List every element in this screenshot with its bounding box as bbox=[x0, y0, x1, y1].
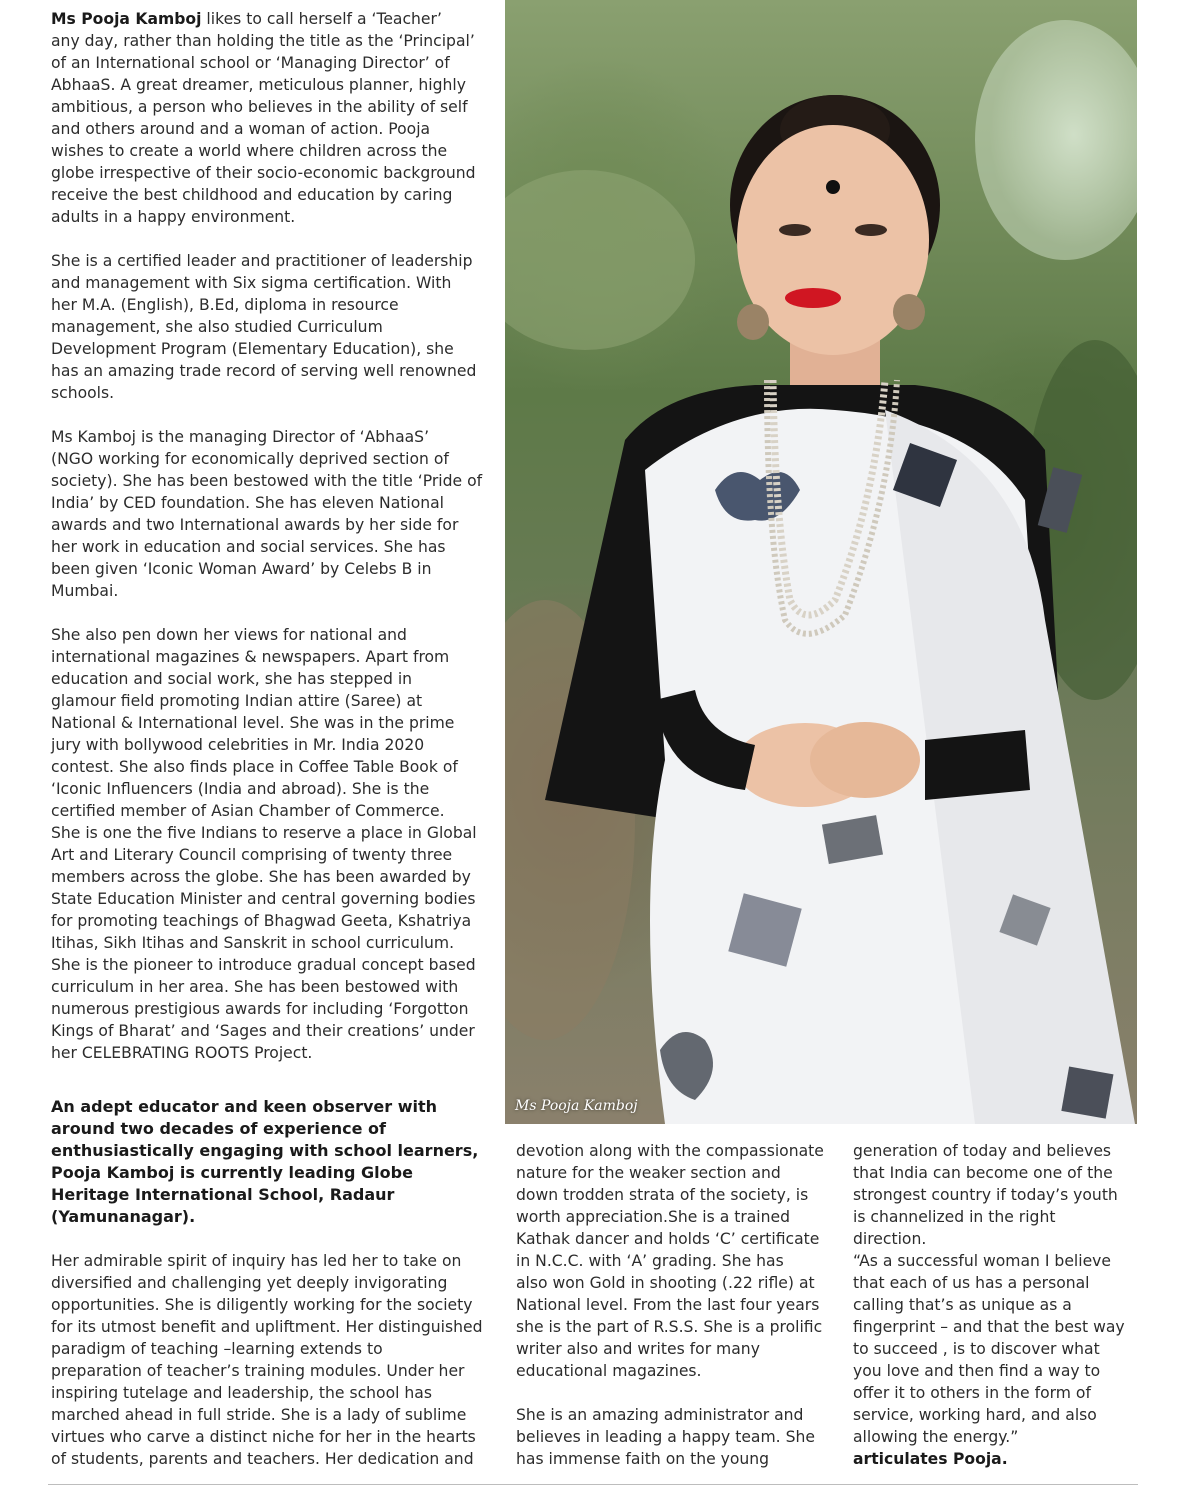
abhaas-paragraph: Ms Kamboj is the managing Director of ‘AbhaaS’ (NGO working for economically deprived section of society). She has been bestowed with the title ‘Pride of India’ by CED foundation. She has eleven National awards and two International awards by her side for her work in education and social services. She has been given ‘Iconic Woman Award’ by Celebs B in Mumbai. bbox=[51, 428, 483, 600]
certification-paragraph: She is a certified leader and practitioner of leadership and management with Six sigma certification. With her M.A. (English), B.Ed, diploma in resource management, she also studied Curriculum Development Program (Elementary Education), she has an amazing trade record of serving well renowned schools. bbox=[51, 252, 477, 402]
intro-name: Ms Pooja Kamboj bbox=[51, 10, 202, 28]
article-column-middle bbox=[516, 1140, 838, 1470]
administrator-paragraph: She is an amazing administrator and believes in leading a happy team. She has immense faith on the young bbox=[516, 1406, 815, 1468]
lead-highlight: An adept educator and keen observer with around two decades of experience of enthusiastically engaging with school learners, Pooja Kamboj is currently leading Globe Heritage International School, Radaur (Yamunanagar). bbox=[51, 1097, 479, 1226]
generation-paragraph: generation of today and believes that India can become one of the strongest country if today’s youth is channelized in the right direction. bbox=[853, 1142, 1118, 1248]
article-column-left-bottom bbox=[51, 1096, 497, 1470]
bottom-rule bbox=[48, 1484, 1138, 1485]
intro-paragraph bbox=[51, 8, 497, 228]
devotion-paragraph: devotion along with the compassionate nature for the weaker section and down trodden strata of the society, is worth appreciation.She is a trained Kathak dancer and holds ‘C’ certificate in N.C.C. with ‘A’ grading. She has also won Gold in shooting (.22 rifle) at National level. From the last four years she is the part of R.S.S. She is a prolific writer also and writes for many educational magazines. bbox=[516, 1142, 824, 1380]
photo-caption: Ms Pooja Kamboj bbox=[515, 1098, 638, 1114]
article-column-right bbox=[853, 1140, 1138, 1470]
portrait-illustration bbox=[505, 0, 1137, 1124]
portrait-photo bbox=[505, 0, 1137, 1124]
intro-text: likes to call herself a ‘Teacher’ any day, rather than holding the title as the ‘Principal’ of an International school or ‘Managing Director’ of AbhaaS. A great dreamer, meticulous planner, highly ambitious, a person who believes in the ability of self and others around and a woman of action. Pooja wishes to create a world where children across the globe irrespective of their socio-economic background receive the best childhood and education by caring adults in a happy environment. bbox=[51, 10, 476, 226]
pull-quote: “As a successful woman I believe that each of us has a personal calling that’s as unique as a fingerprint – and that the best way to succeed , is to discover what you love and then find a way to offer it to others in the form of service, working hard, and also allowing the energy.” bbox=[853, 1252, 1125, 1446]
quote-signoff: articulates Pooja. bbox=[853, 1450, 1008, 1468]
article-column-left-top bbox=[51, 8, 497, 1064]
achievements-paragraph: She also pen down her views for national and international magazines & newspapers. Apart from education and social work, she has stepped in glamour field promoting Indian attire (Saree) at National & International level. She was in the prime jury with bollywood celebrities in Mr. India 2020 contest. She also finds place in Coffee Table Book of ‘Iconic Influencers (India and abroad). She is the certified member of Asian Chamber of Commerce. She is one the five Indians to reserve a place in Global Art and Literary Council comprising of twenty three members across the globe. She has been awarded by State Education Minister and central governing bodies for promoting teachings of Bhagwad Geeta, Kshatriya Itihas, Sikh Itihas and Sanskrit in school curriculum. She is the pioneer to introduce gradual concept based curriculum in her area. She has been bestowed with numerous prestigious awards for including ‘Forgotton Kings of Bharat’ and ‘Sages and their creations’ under her CELEBRATING ROOTS Project. bbox=[51, 626, 477, 1062]
inquiry-paragraph: Her admirable spirit of inquiry has led her to take on diversified and challenging yet deeply invigorating opportunities. She is diligently working for the society for its utmost benefit and upliftment. Her distinguished paradigm of teaching –learning extends to preparation of teacher’s training modules. Under her inspiring tutelage and leadership, the school has marched ahead in full stride. She is a lady of sublime virtues who carve a distinct niche for her in the hearts of students, parents and teachers. Her dedication and bbox=[51, 1252, 483, 1468]
